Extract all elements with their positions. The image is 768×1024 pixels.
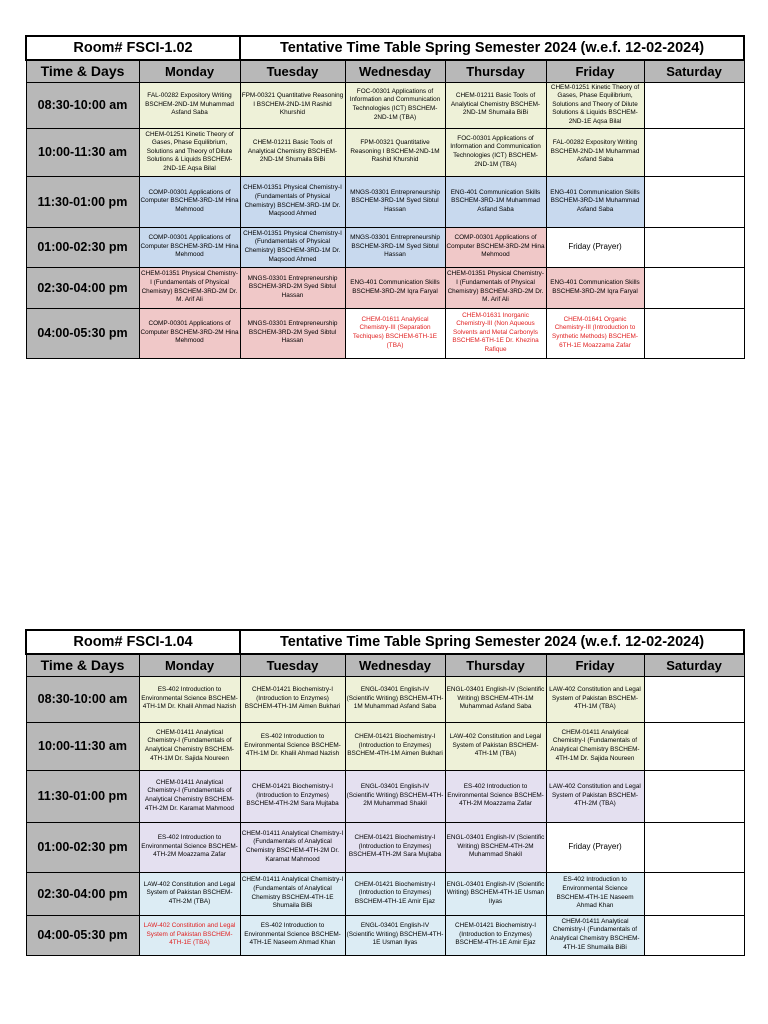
timetable-header bbox=[26, 630, 744, 654]
day-header-tuesday: Tuesday bbox=[240, 60, 345, 82]
time-slot-row bbox=[26, 176, 744, 227]
schedule-cell-empty bbox=[644, 128, 744, 176]
time-slot-row bbox=[26, 676, 744, 722]
schedule-cell-empty bbox=[644, 770, 744, 822]
time-slot-label: 11:30-01:00 pm bbox=[26, 176, 139, 227]
schedule-cell: CHEM-01211 Basic Tools of Analytical Chemistry BSCHEM-2ND-1M Shumaila BiBi bbox=[240, 128, 345, 176]
time-slot-label: 04:00-05:30 pm bbox=[26, 308, 139, 358]
schedule-cell: COMP-00301 Applications of Computer BSCHEM-3RD-1M Hina Mehmood bbox=[139, 176, 240, 227]
schedule-cell: ENG-401 Communication Skills BSCHEM-3RD-1M Muhammad Asfand Saba bbox=[445, 176, 546, 227]
timetable-title: Tentative Time Table Spring Semester 2024 (w.e.f. 12-02-2024) bbox=[240, 36, 744, 60]
day-header-monday: Monday bbox=[139, 60, 240, 82]
day-header-wednesday: Wednesday bbox=[345, 654, 445, 676]
timetable-header bbox=[26, 36, 744, 60]
schedule-cell: ENG-401 Communication Skills BSCHEM-3RD-2M Iqra Faryal bbox=[345, 267, 445, 308]
time-slot-label: 08:30-10:00 am bbox=[26, 82, 139, 128]
day-header-friday: Friday bbox=[546, 654, 644, 676]
time-slot-row bbox=[26, 227, 744, 267]
schedule-cell: LAW-402 Constitution and Legal System of Pakistan BSCHEM-4TH-1M (TBA) bbox=[546, 676, 644, 722]
schedule-cell: MNGS-03301 Entrepreneurship BSCHEM-3RD-1M Syed Sibtul Hassan bbox=[345, 227, 445, 267]
schedule-cell: ES-402 Introduction to Environmental Science BSCHEM-4TH-1E Naseem Ahmad Khan bbox=[546, 872, 644, 915]
schedule-cell: CHEM-01611 Analytical Chemistry-III (Separation Techiques) BSCHEM-6TH-1E (TBA) bbox=[345, 308, 445, 358]
time-slot-row bbox=[26, 770, 744, 822]
time-slot-label: 01:00-02:30 pm bbox=[26, 822, 139, 872]
schedule-cell: CHEM-01351 Physical Chemistry-I (Fundamentals of Physical Chemistry) BSCHEM-3RD-2M Dr. M. Arif Ali bbox=[139, 267, 240, 308]
schedule-cell-empty bbox=[644, 267, 744, 308]
schedule-cell: CHEM-01631 Inorganic Chemistry-III (Non Aqueous Solvents and Metal Carbonyls BSCHEM-6TH-1E Dr. Khezina Rafique bbox=[445, 308, 546, 358]
time-slot-row bbox=[26, 128, 744, 176]
schedule-cell-empty bbox=[644, 722, 744, 770]
schedule-cell: FAL-00282 Expository Writing BSCHEM-2ND-1M Muhammad Asfand Saba bbox=[546, 128, 644, 176]
schedule-cell-empty bbox=[644, 227, 744, 267]
schedule-cell: CHEM-01411 Analytical Chemistry-I (Fundamentals of Analytical Chemistry BSCHEM-4TH-1M Dr. Sajida Noureen bbox=[139, 722, 240, 770]
schedule-cell: ES-402 Introduction to Environmental Science BSCHEM-4TH-1M Dr. Khalil Ahmad Nazish bbox=[139, 676, 240, 722]
schedule-cell: MNGS-03301 Entrepreneurship BSCHEM-3RD-2M Syed Sibtul Hassan bbox=[240, 308, 345, 358]
schedule-cell: LAW-402 Constitution and Legal System of Pakistan BSCHEM-4TH-2M (TBA) bbox=[546, 770, 644, 822]
schedule-cell: ENGL-03401 English-IV (Scientific Writing) BSCHEM-4TH-1E Usman Ilyas bbox=[345, 915, 445, 955]
schedule-cell: CHEM-01211 Basic Tools of Analytical Chemistry BSCHEM-2ND-1M Shumaila BiBi bbox=[445, 82, 546, 128]
schedule-cell: CHEM-01421 Biochemistry-I (Introduction to Enzymes) BSCHEM-4TH-1M Aimen Bukhari bbox=[240, 676, 345, 722]
room-label: Room# FSCI-1.02 bbox=[26, 36, 240, 60]
schedule-cell-empty bbox=[644, 308, 744, 358]
schedule-cell: FOC-00301 Applications of Information and Communication Technologies (ICT) BSCHEM-2ND-1M (TBA) bbox=[345, 82, 445, 128]
schedule-cell: CHEM-01351 Physical Chemistry-I (Fundamentals of Physical Chemistry) BSCHEM-3RD-1M Dr. Maqsood Ahmed bbox=[240, 227, 345, 267]
time-slot-row bbox=[26, 308, 744, 358]
schedule-cell: ES-402 Introduction to Environmental Science BSCHEM-4TH-1E Naseem Ahmad Khan bbox=[240, 915, 345, 955]
schedule-cell: CHEM-01421 Biochemistry-I (Introduction to Enzymes) BSCHEM-4TH-2M Sara Mujtaba bbox=[240, 770, 345, 822]
time-slot-row bbox=[26, 267, 744, 308]
schedule-cell: ES-402 Introduction to Environmental Science BSCHEM-4TH-2M Moazzama Zafar bbox=[139, 822, 240, 872]
schedule-cell: ENGL-03401 English-IV (Scientific Writing) BSCHEM-4TH-1E Usman Ilyas bbox=[445, 872, 546, 915]
schedule-cell: FPM-00321 Quantitative Reasoning I BSCHEM-2ND-1M Rashid Khurshid bbox=[345, 128, 445, 176]
room-label: Room# FSCI-1.04 bbox=[26, 630, 240, 654]
time-slot-label: 11:30-01:00 pm bbox=[26, 770, 139, 822]
schedule-cell: CHEM-01421 Biochemistry-I (Introduction to Enzymes) BSCHEM-4TH-1E Amir Ejaz bbox=[345, 872, 445, 915]
time-slot-label: 08:30-10:00 am bbox=[26, 676, 139, 722]
schedule-cell: ES-402 Introduction to Environmental Science BSCHEM-4TH-1M Dr. Khalil Ahmad Nazish bbox=[240, 722, 345, 770]
time-slot-label: 04:00-05:30 pm bbox=[26, 915, 139, 955]
schedule-cell: CHEM-01351 Physical Chemistry-I (Fundamentals of Physical Chemistry) BSCHEM-3RD-1M Dr. Maqsood Ahmed bbox=[240, 176, 345, 227]
time-slot-row bbox=[26, 82, 744, 128]
schedule-cell-empty bbox=[644, 82, 744, 128]
schedule-cell: COMP-00301 Applications of Computer BSCHEM-3RD-2M Hina Mehmood bbox=[139, 308, 240, 358]
timetable-title: Tentative Time Table Spring Semester 2024 (w.e.f. 12-02-2024) bbox=[240, 630, 744, 654]
schedule-cell: ENG-401 Communication Skills BSCHEM-3RD-2M Iqra Faryal bbox=[546, 267, 644, 308]
schedule-cell-empty bbox=[644, 176, 744, 227]
schedule-cell: CHEM-01421 Biochemistry-I (Introduction to Enzymes) BSCHEM-4TH-1E Amir Ejaz bbox=[445, 915, 546, 955]
schedule-cell: ENGL-03401 English-IV (Scientific Writing) BSCHEM-4TH-2M Muhammad Shakil bbox=[445, 822, 546, 872]
schedule-cell: CHEM-01421 Biochemistry-I (Introduction to Enzymes) BSCHEM-4TH-1M Aimen Bukhari bbox=[345, 722, 445, 770]
friday-prayer-cell: Friday (Prayer) bbox=[546, 822, 644, 872]
schedule-cell-empty bbox=[644, 676, 744, 722]
time-slot-label: 10:00-11:30 am bbox=[26, 128, 139, 176]
schedule-cell: LAW-402 Constitution and Legal System of Pakistan BSCHEM-4TH-1M (TBA) bbox=[445, 722, 546, 770]
schedule-cell: FOC-00301 Applications of Information and Communication Technologies (ICT) BSCHEM-2ND-1M (TBA) bbox=[445, 128, 546, 176]
schedule-cell-empty bbox=[644, 915, 744, 955]
schedule-cell: ENGL-03401 English-IV (Scientific Writing) BSCHEM-4TH-1M Muhammad Asfand Saba bbox=[345, 676, 445, 722]
day-header-wednesday: Wednesday bbox=[345, 60, 445, 82]
day-header-thursday: Thursday bbox=[445, 60, 546, 82]
day-header-monday: Monday bbox=[139, 654, 240, 676]
day-header-friday: Friday bbox=[546, 60, 644, 82]
time-slot-label: 02:30-04:00 pm bbox=[26, 267, 139, 308]
time-slot-row bbox=[26, 822, 744, 872]
day-header-thursday: Thursday bbox=[445, 654, 546, 676]
time-slot-row bbox=[26, 872, 744, 915]
schedule-cell: CHEM-01351 Physical Chemistry-I (Fundamentals of Physical Chemistry) BSCHEM-3RD-2M Dr. M. Arif Ali bbox=[445, 267, 546, 308]
schedule-cell: CHEM-01421 Biochemistry-I (Introduction to Enzymes) BSCHEM-4TH-2M Sara Mujtaba bbox=[345, 822, 445, 872]
schedule-cell: COMP-00301 Applications of Computer BSCHEM-3RD-1M Hina Mehmood bbox=[139, 227, 240, 267]
schedule-cell: MNGS-03301 Entrepreneurship BSCHEM-3RD-2M Syed Sibtul Hassan bbox=[240, 267, 345, 308]
day-header-row bbox=[26, 60, 744, 82]
schedule-cell: CHEM-01411 Analytical Chemistry-I (Fundamentals of Analytical Chemistry BSCHEM-4TH-1E Shumaila BiBi bbox=[546, 915, 644, 955]
timetable-fsci-1-02 bbox=[25, 35, 745, 359]
day-header-tuesday: Tuesday bbox=[240, 654, 345, 676]
schedule-cell: CHEM-01251 Kinetic Theory of Gases, Phase Equilibrium, Solutions and Theory of Dilute Solutions & Liquids BSCHEM-2ND-1E Aqsa Bilal bbox=[139, 128, 240, 176]
time-slot-row bbox=[26, 915, 744, 955]
time-slot-label: 02:30-04:00 pm bbox=[26, 872, 139, 915]
schedule-cell-empty bbox=[644, 872, 744, 915]
schedule-cell: MNGS-03301 Entrepreneurship BSCHEM-3RD-1M Syed Sibtul Hassan bbox=[345, 176, 445, 227]
schedule-cell: LAW-402 Constitution and Legal System of Pakistan BSCHEM-4TH-2M (TBA) bbox=[139, 872, 240, 915]
schedule-cell: COMP-00301 Applications of Computer BSCHEM-3RD-2M Hina Mehmood bbox=[445, 227, 546, 267]
day-header-row bbox=[26, 654, 744, 676]
time-days-header: Time & Days bbox=[26, 654, 139, 676]
schedule-cell: ENGL-03401 English-IV (Scientific Writing) BSCHEM-4TH-2M Muhammad Shakil bbox=[345, 770, 445, 822]
schedule-cell-empty bbox=[644, 822, 744, 872]
timetable-fsci-1-04 bbox=[25, 629, 745, 956]
time-slot-row bbox=[26, 722, 744, 770]
friday-prayer-cell: Friday (Prayer) bbox=[546, 227, 644, 267]
schedule-cell: ENGL-03401 English-IV (Scientific Writing) BSCHEM-4TH-1M Muhammad Asfand Saba bbox=[445, 676, 546, 722]
schedule-cell: FAL-00282 Expository Writing BSCHEM-2ND-1M Muhammad Asfand Saba bbox=[139, 82, 240, 128]
time-slot-label: 10:00-11:30 am bbox=[26, 722, 139, 770]
schedule-cell: CHEM-01641 Organic Chemistry-III (Introduction to Synthetic Methods) BSCHEM-6TH-1E Moazzama Zafar bbox=[546, 308, 644, 358]
schedule-cell: LAW-402 Constitution and Legal System of Pakistan BSCHEM-4TH-1E (TBA) bbox=[139, 915, 240, 955]
time-slot-label: 01:00-02:30 pm bbox=[26, 227, 139, 267]
schedule-cell: CHEM-01411 Analytical Chemistry-I (Fundamentals of Analytical Chemistry BSCHEM-4TH-1M Dr. Sajida Noureen bbox=[546, 722, 644, 770]
schedule-cell: ES-402 Introduction to Environmental Science BSCHEM-4TH-2M Moazzama Zafar bbox=[445, 770, 546, 822]
schedule-cell: CHEM-01411 Analytical Chemistry-I (Fundamentals of Analytical Chemistry BSCHEM-4TH-1E Shumaila BiBi bbox=[240, 872, 345, 915]
schedule-cell: ENG-401 Communication Skills BSCHEM-3RD-1M Muhammad Asfand Saba bbox=[546, 176, 644, 227]
day-header-saturday: Saturday bbox=[644, 60, 744, 82]
schedule-cell: CHEM-01411 Analytical Chemistry-I (Fundamentals of Analytical Chemistry BSCHEM-4TH-2M Dr. Karamat Mahmood bbox=[139, 770, 240, 822]
schedule-cell: CHEM-01411 Analytical Chemistry-I (Fundamentals of Analytical Chemistry BSCHEM-4TH-2M Dr. Karamat Mahmood bbox=[240, 822, 345, 872]
schedule-cell: CHEM-01251 Kinetic Theory of Gases, Phase Equilibrium, Solutions and Theory of Dilute Solutions & Liquids BSCHEM-2ND-1E Aqsa Bilal bbox=[546, 82, 644, 128]
day-header-saturday: Saturday bbox=[644, 654, 744, 676]
schedule-cell: FPM-00321 Quantitative Reasoning I BSCHEM-2ND-1M Rashid Khurshid bbox=[240, 82, 345, 128]
time-days-header: Time & Days bbox=[26, 60, 139, 82]
